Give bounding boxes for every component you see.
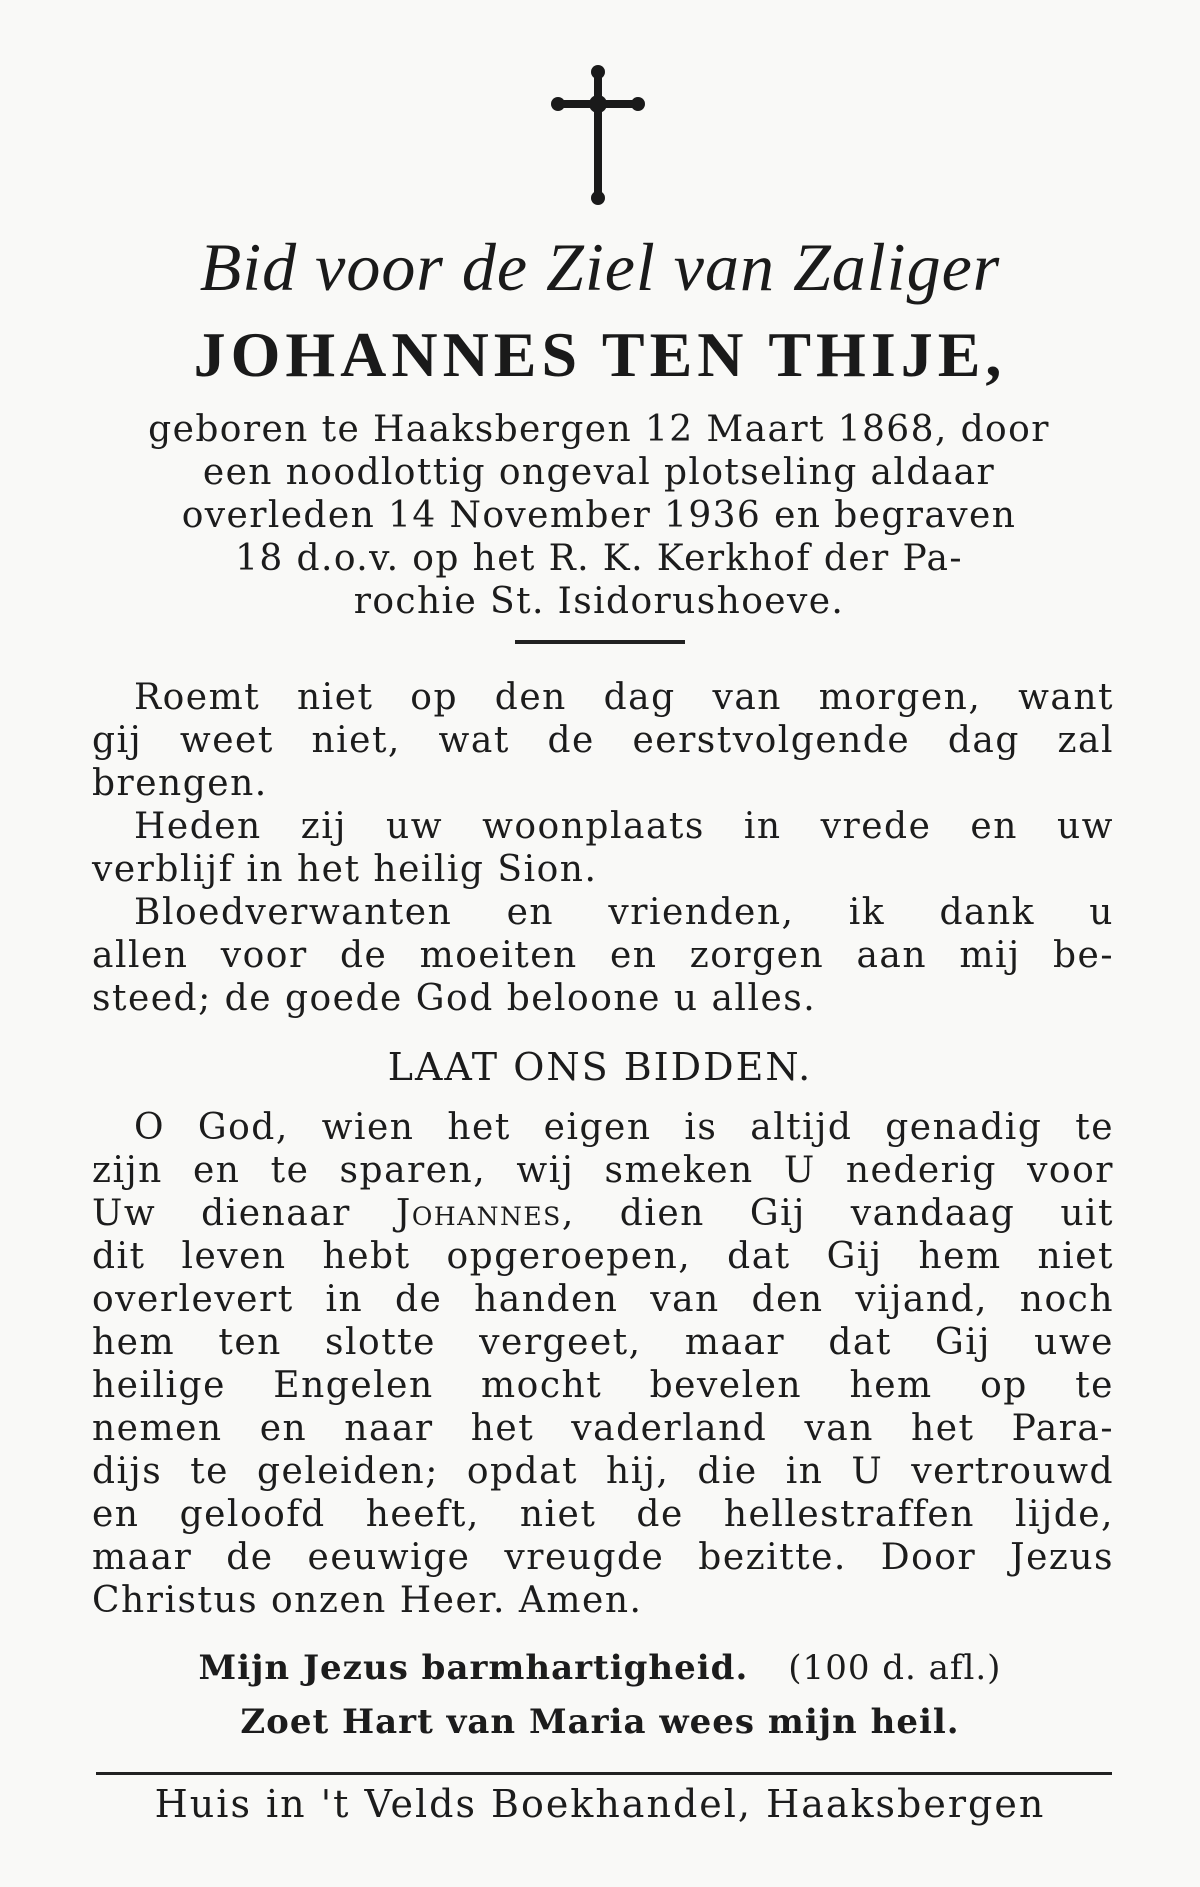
prayer-line: O God, wien het eigen is altijd genadig te xyxy=(134,1107,1114,1148)
bio-line: overleden 14 November 1936 en begraven xyxy=(181,495,1017,536)
card-title: Bid voor de Ziel van Zaliger xyxy=(199,229,1001,305)
bio-line: geboren te Haaksbergen 12 Maart 1868, door xyxy=(148,409,1050,450)
prayer-line: nemen en naar het vaderland van het Para- xyxy=(92,1408,1114,1449)
footer-divider xyxy=(96,1772,1112,1775)
verse-line: verblijf in het heilig Sion. xyxy=(92,849,598,890)
prayer-heading: LAAT ONS BIDDEN. xyxy=(387,1045,813,1089)
deceased-name: JOHANNES TEN THIJE, xyxy=(193,319,1007,390)
bio-line: rochie St. Isidorushoeve. xyxy=(353,581,845,622)
publisher-imprint: Huis in 't Velds Boekhandel, Haaksbergen xyxy=(154,1782,1046,1826)
verse-line: gij weet niet, wat de eerstvolgende dag zal xyxy=(92,720,1114,761)
prayer-line: Uw dienaar Johannes, dien Gij vandaag uit xyxy=(92,1193,1114,1234)
prayer-text xyxy=(92,1106,1114,1622)
indulgence-note: (100 d. afl.) xyxy=(788,1648,1002,1688)
bio-line: een noodlottig ongeval plotseling aldaar xyxy=(202,452,996,493)
prayer-name: Johannes xyxy=(395,1193,562,1234)
divider xyxy=(515,640,685,644)
verse-line: Roemt niet op den dag van morgen, want xyxy=(134,677,1114,718)
verse-line: Bloedverwanten en vrienden, ik dank u xyxy=(134,892,1114,933)
closing-invocation-2: Zoet Hart van Maria wees mijn heil. xyxy=(240,1702,960,1742)
bio-line: 18 d.o.v. op het R. K. Kerkhof der Pa- xyxy=(235,538,963,579)
prayer-line: zijn en te sparen, wij smeken U nederig voor xyxy=(92,1150,1114,1191)
prayer-line: heilige Engelen mocht bevelen hem op te xyxy=(92,1365,1114,1406)
cross-icon xyxy=(550,62,646,208)
closing-invocation-1: Mijn Jezus barmhartigheid. (100 d. afl.) xyxy=(198,1648,1002,1688)
biography xyxy=(88,408,1110,623)
verse-line: allen voor de moeiten en zorgen aan mij be- xyxy=(92,935,1114,976)
prayer-line: overlevert in de handen van den vijand, noch xyxy=(92,1279,1114,1320)
verse-line: Heden zij uw woonplaats in vrede en uw xyxy=(134,806,1114,847)
prayer-line: dijs te geleiden; opdat hij, die in U vertrouwd xyxy=(92,1451,1114,1492)
verse-line: brengen. xyxy=(92,763,268,804)
prayer-line: hem ten slotte vergeet, maar dat Gij uwe xyxy=(92,1322,1114,1363)
verses-text xyxy=(92,676,1114,1020)
prayer-line: dit leven hebt opgeroepen, dat Gij hem niet xyxy=(92,1236,1114,1277)
prayer-line: Christus onzen Heer. Amen. xyxy=(92,1580,643,1621)
prayer-line: maar de eeuwige vreugde bezitte. Door Jezus xyxy=(92,1537,1114,1578)
verse-line: steed; de goede God beloone u alles. xyxy=(92,978,817,1019)
prayer-line: en geloofd heeft, niet de hellestraffen lijde, xyxy=(92,1494,1114,1535)
